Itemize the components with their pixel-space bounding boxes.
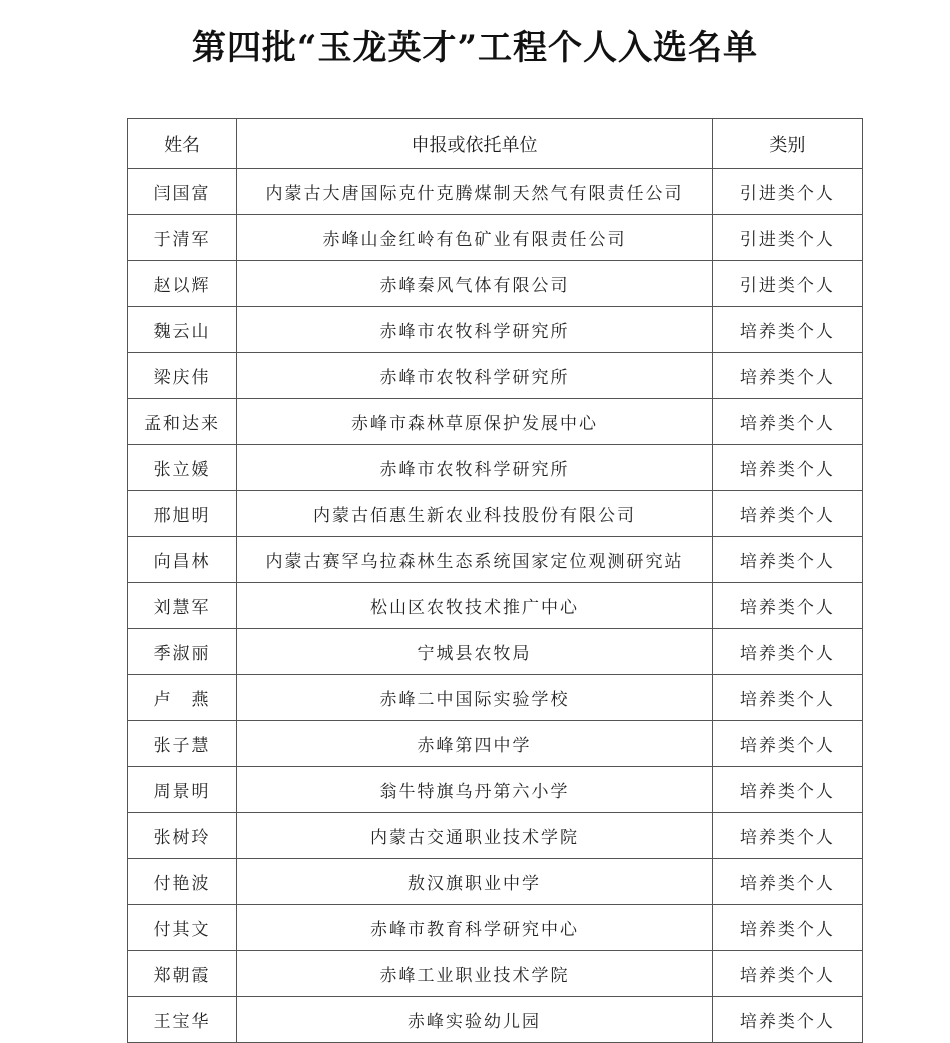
cell-unit: 内蒙古交通职业技术学院 <box>237 813 713 859</box>
table-row <box>128 261 863 307</box>
table-row <box>128 905 863 951</box>
cell-unit: 松山区农牧技术推广中心 <box>237 583 713 629</box>
cell-unit: 翁牛特旗乌丹第六小学 <box>237 767 713 813</box>
cell-category: 培养类个人 <box>712 859 862 905</box>
column-header-category: 类别 <box>712 119 862 169</box>
cell-name: 张树玲 <box>128 813 237 859</box>
table-row <box>128 859 863 905</box>
cell-unit: 赤峰市森林草原保护发展中心 <box>237 399 713 445</box>
cell-name: 于清军 <box>128 215 237 261</box>
cell-category: 引进类个人 <box>712 169 862 215</box>
cell-name: 季淑丽 <box>128 629 237 675</box>
cell-unit: 赤峰市农牧科学研究所 <box>237 307 713 353</box>
cell-category: 培养类个人 <box>712 399 862 445</box>
cell-name: 付其文 <box>128 905 237 951</box>
cell-unit: 赤峰二中国际实验学校 <box>237 675 713 721</box>
table-row <box>128 951 863 997</box>
column-header-unit: 申报或依托单位 <box>237 119 713 169</box>
cell-name: 刘慧军 <box>128 583 237 629</box>
cell-unit: 赤峰市农牧科学研究所 <box>237 445 713 491</box>
table-row <box>128 997 863 1043</box>
cell-category: 培养类个人 <box>712 813 862 859</box>
table-row <box>128 169 863 215</box>
cell-unit: 赤峰市教育科学研究中心 <box>237 905 713 951</box>
cell-unit: 赤峰工业职业技术学院 <box>237 951 713 997</box>
cell-category: 培养类个人 <box>712 997 862 1043</box>
table-row <box>128 813 863 859</box>
cell-category: 培养类个人 <box>712 583 862 629</box>
cell-name: 卢 燕 <box>128 675 237 721</box>
cell-category: 培养类个人 <box>712 491 862 537</box>
cell-unit: 宁城县农牧局 <box>237 629 713 675</box>
table-row <box>128 353 863 399</box>
cell-category: 培养类个人 <box>712 951 862 997</box>
cell-category: 培养类个人 <box>712 445 862 491</box>
cell-name: 向昌林 <box>128 537 237 583</box>
cell-category: 培养类个人 <box>712 675 862 721</box>
cell-category: 培养类个人 <box>712 353 862 399</box>
cell-category: 培养类个人 <box>712 307 862 353</box>
table-row <box>128 767 863 813</box>
cell-name: 王宝华 <box>128 997 237 1043</box>
cell-category: 培养类个人 <box>712 767 862 813</box>
cell-category: 培养类个人 <box>712 905 862 951</box>
cell-name: 梁庆伟 <box>128 353 237 399</box>
cell-unit: 内蒙古佰惠生新农业科技股份有限公司 <box>237 491 713 537</box>
cell-name: 付艳波 <box>128 859 237 905</box>
cell-category: 引进类个人 <box>712 215 862 261</box>
cell-unit: 赤峰山金红岭有色矿业有限责任公司 <box>237 215 713 261</box>
table-row <box>128 583 863 629</box>
cell-unit: 赤峰第四中学 <box>237 721 713 767</box>
cell-unit: 内蒙古大唐国际克什克腾煤制天然气有限责任公司 <box>237 169 713 215</box>
cell-name: 张立媛 <box>128 445 237 491</box>
table-row <box>128 675 863 721</box>
table-row <box>128 491 863 537</box>
cell-name: 郑朝霞 <box>128 951 237 997</box>
table-row <box>128 537 863 583</box>
table-row <box>128 399 863 445</box>
cell-unit: 赤峰市农牧科学研究所 <box>237 353 713 399</box>
table-header-row <box>128 119 863 169</box>
cell-name: 孟和达来 <box>128 399 237 445</box>
cell-unit: 敖汉旗职业中学 <box>237 859 713 905</box>
table-row <box>128 307 863 353</box>
selection-table <box>127 118 863 1043</box>
cell-name: 闫国富 <box>128 169 237 215</box>
cell-category: 培养类个人 <box>712 629 862 675</box>
cell-category: 培养类个人 <box>712 537 862 583</box>
table-row <box>128 445 863 491</box>
cell-name: 张子慧 <box>128 721 237 767</box>
cell-name: 魏云山 <box>128 307 237 353</box>
table-row <box>128 721 863 767</box>
cell-unit: 内蒙古赛罕乌拉森林生态系统国家定位观测研究站 <box>237 537 713 583</box>
page-title: 第四批“玉龙英才”工程个人入选名单 <box>191 28 759 68</box>
cell-name: 周景明 <box>128 767 237 813</box>
column-header-name: 姓名 <box>128 119 237 169</box>
cell-name: 邢旭明 <box>128 491 237 537</box>
cell-name: 赵以辉 <box>128 261 237 307</box>
cell-unit: 赤峰实验幼儿园 <box>237 997 713 1043</box>
cell-unit: 赤峰秦风气体有限公司 <box>237 261 713 307</box>
table-row <box>128 215 863 261</box>
table-row <box>128 629 863 675</box>
cell-category: 培养类个人 <box>712 721 862 767</box>
cell-category: 引进类个人 <box>712 261 862 307</box>
table-body <box>128 169 863 1043</box>
